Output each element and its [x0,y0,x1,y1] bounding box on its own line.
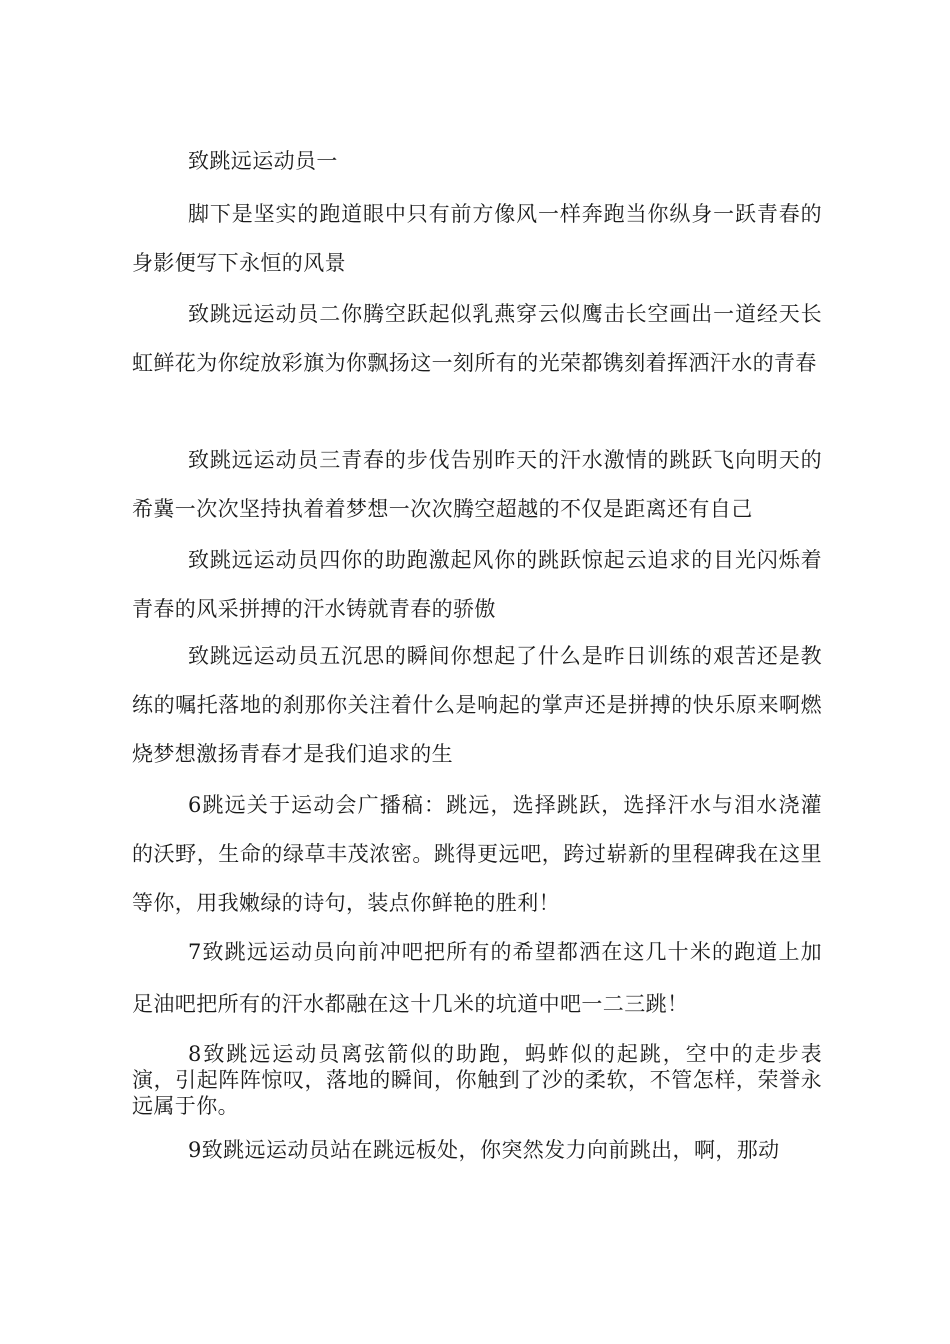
paragraph-7: 7致跳远运动员向前冲吧把所有的希望都洒在这几十米的跑道上加足油吧把所有的汗水都融在这十几米的坑道中吧一二三跳！ [132,940,822,1016]
paragraph-5: 致跳远运动员五沉思的瞬间你想起了什么是昨日训练的艰苦还是教练的嘱托落地的刹那你关注着什么是响起的掌声还是拼搏的快乐原来啊燃烧梦想激扬青春才是我们追求的生 [132,644,822,766]
paragraph-1: 脚下是坚实的跑道眼中只有前方像风一样奔跑当你纵身一跃青春的身影便写下永恒的风景 [132,202,822,275]
paragraph-title: 致跳远运动员一 [188,149,338,173]
paragraph-8: 8致跳远运动员离弦箭似的助跑，蚂蚱似的起跳，空中的走步表演，引起阵阵惊叹，落地的瞬间，你触到了沙的柔软，不管怎样，荣誉永远属于你。 [132,1042,822,1118]
paragraph-2: 致跳远运动员二你腾空跃起似乳燕穿云似鹰击长空画出一道经天长虹鲜花为你绽放彩旗为你飘扬这一刻所有的光荣都镌刻着挥洒汗水的青春 [132,302,822,375]
paragraph-3: 致跳远运动员三青春的步伐告别昨天的汗水激情的跳跃飞向明天的希冀一次次坚持执着着梦想一次次腾空超越的不仅是距离还有自己 [132,448,822,521]
paragraph-9: 9致跳远运动员站在跳远板处，你突然发力向前跳出，啊，那动 [188,1138,780,1162]
paragraph-4: 致跳远运动员四你的助跑激起风你的跳跃惊起云追求的目光闪烁着青春的风采拼搏的汗水铸就青春的骄傲 [132,548,822,621]
paragraph-6: 6跳远关于运动会广播稿：跳远，选择跳跃，选择汗水与泪水浇灌的沃野，生命的绿草丰茂浓密。跳得更远吧，跨过崭新的里程碑我在这里等你，用我嫩绿的诗句，装点你鲜艳的胜利！ [132,793,822,915]
